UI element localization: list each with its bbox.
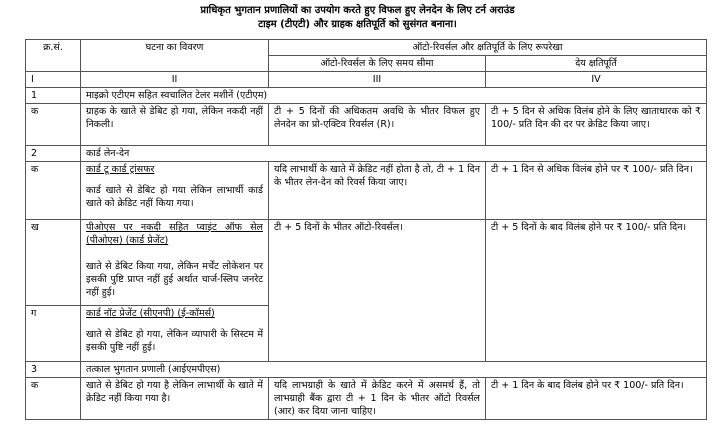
row-timeline: टी + 5 दिनों के भीतर ऑटो-रिवर्सल। <box>269 220 486 362</box>
header-description: घटना का विवरण <box>81 40 269 72</box>
roman-4: IV <box>486 72 707 88</box>
table-row <box>26 378 707 420</box>
section-row-card <box>26 146 707 162</box>
section-title: कार्ड लेन-देन <box>81 146 707 162</box>
header-framework: ऑटो-रिवर्सल और क्षतिपूर्ति के लिए रूपरेखा <box>269 40 707 56</box>
section-number: 1 <box>26 88 81 104</box>
title-line-2: टाइम (टीएटी) और ग्राहक क्षतिपूर्ति को सुसंगत बनाना। <box>258 19 457 30</box>
row-description: खाते से डेबिट हो गया, लेकिन व्यापारी के सिस्टम में इसकी पुष्टि नहीं हुई। <box>86 329 263 353</box>
row-timeline: यदि लाभग्राही के खाते में क्रेडिट करने में असमर्थ हैं, तो लाभग्राही बैंक द्वारा टी + 1 दिन के भीतर ऑटो रिवर्सल (आर) कर दिया जाना चाहिए। <box>269 378 486 420</box>
row-description: कार्ड खाते से डेबिट हो गया लेकिन लाभार्थी कार्ड खाते को क्रेडिट नहीं किया गया। <box>86 185 263 209</box>
header-serial: क्र.सं. <box>26 40 81 72</box>
roman-row <box>26 72 707 88</box>
row-description-cell <box>81 162 269 220</box>
row-timeline: यदि लाभार्थी के खाते में क्रेडिट नहीं होता है तो, टी + 1 दिन के भीतर लेन-देन को रिवर्स किया जाए। <box>269 162 486 220</box>
section-title: तत्काल भुगतान प्रणाली (आईएमपीएस) <box>81 362 707 378</box>
row-heading: पीओएस पर नकदी सहित प्वाइंट ऑफ सेल (पीओएस) (कार्ड प्रेजेंट) <box>86 222 263 246</box>
tat-table <box>25 39 707 420</box>
row-description: ग्राहक के खाते से डेबिट हो गया, लेकिन नकदी नहीं निकली। <box>81 104 269 146</box>
row-number: ख <box>26 220 81 306</box>
table-row <box>26 162 707 220</box>
row-timeline: टी + 5 दिनों की अधिकतम अवधि के भीतर विफल हुए लेनदेन का प्रो-एक्टिव रिवर्सल (R)। <box>269 104 486 146</box>
row-number: क <box>26 104 81 146</box>
row-compensation: टी + 1 दिन के बाद विलंब होने पर ₹ 100/- प्रति दिन। <box>486 378 707 420</box>
section-row-atm <box>26 88 707 104</box>
row-compensation: टी + 1 दिन से अधिक विलंब होने पर ₹ 100/- प्रति दिन। <box>486 162 707 220</box>
header-row-1 <box>26 40 707 56</box>
row-description: खाते से डेबिट हो गया है लेकिन लाभार्थी के खाते में क्रेडिट नहीं किया गया है। <box>81 378 269 420</box>
row-compensation: टी + 5 दिनों के बाद विलंब होने पर ₹ 100/- प्रति दिन। <box>486 220 707 362</box>
roman-1: I <box>26 72 81 88</box>
row-heading: कार्ड टू कार्ड ट्रांसफर <box>86 164 155 175</box>
row-number: ग <box>26 306 81 362</box>
row-description-cell <box>81 220 269 306</box>
section-number: 3 <box>26 362 81 378</box>
row-number: क <box>26 162 81 220</box>
row-description-cell <box>81 306 269 362</box>
row-description: खाते से डेबिट किया गया, लेकिन मर्चेंट लोकेशन पर इसकी पुष्टि प्राप्त नहीं हुई अर्थात चार्ज-स्लिप जनरेट नहीं हुई। <box>86 261 263 298</box>
table-row <box>26 104 707 146</box>
section-title: माइक्रो एटीएम सहित स्वचालित टेलर मशीनें (एटीएम) <box>81 88 707 104</box>
table-row <box>26 220 707 306</box>
roman-2: II <box>81 72 269 88</box>
header-compensation: देय क्षतिपूर्ति <box>486 56 707 72</box>
row-heading: कार्ड नॉट प्रेजेंट (सीएनपी) (ई-कॉमर्स) <box>86 308 215 319</box>
row-compensation: टी + 5 दिन से अधिक विलंब होने के लिए खाताधारक को ₹ 100/- प्रति दिन की दर पर क्रेडिट किया जाए। <box>486 104 707 146</box>
roman-3: III <box>269 72 486 88</box>
row-number: क <box>26 378 81 420</box>
title-line-1: प्राधिकृत भुगतान प्रणालियों का उपयोग करते हुए विफल हुए लेनदेन के लिए टर्न अराउंड <box>200 5 515 16</box>
section-number: 2 <box>26 146 81 162</box>
section-row-imps <box>26 362 707 378</box>
header-timeline: ऑटो-रिवर्सल के लिए समय सीमा <box>269 56 486 72</box>
document-title <box>0 4 715 32</box>
